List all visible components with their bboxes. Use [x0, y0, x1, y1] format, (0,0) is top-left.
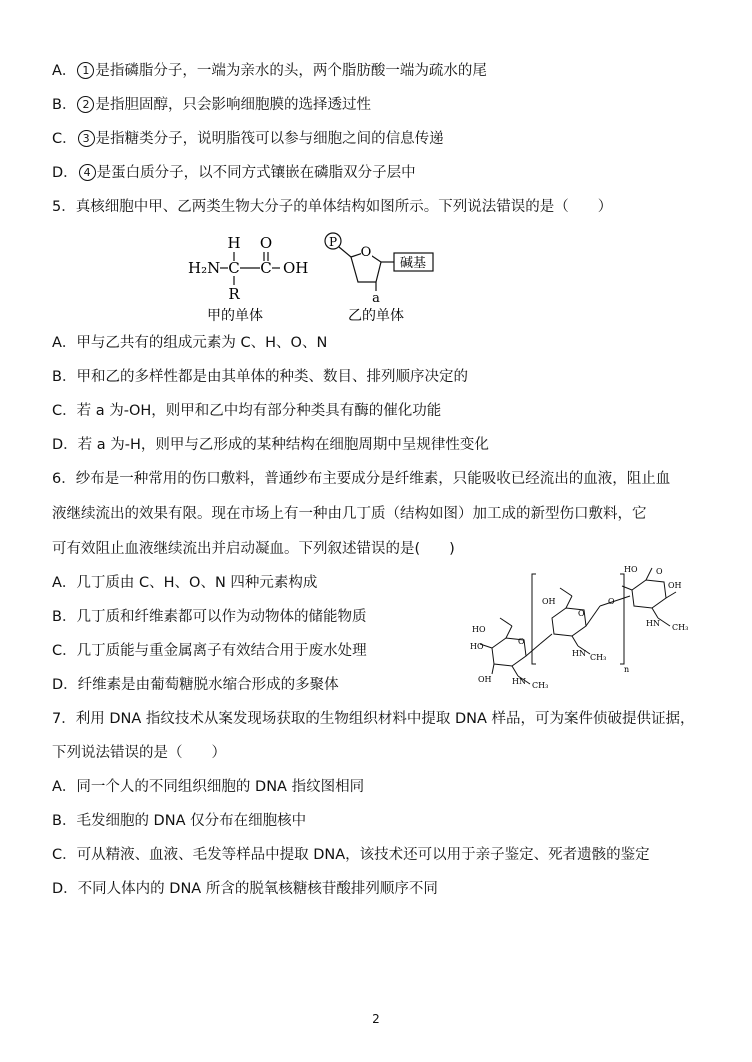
label-ho: HO — [472, 625, 486, 634]
q7-option-a: A．同一个人的不同组织细胞的 DNA 指纹图相同 — [52, 779, 365, 795]
q7-option-c: C．可从精液、血液、毛发等样品中提取 DNA，该技术还可以用于亲子鉴定、死者遗骸的鉴定 — [52, 847, 650, 863]
amino-group: H₂N — [188, 259, 221, 277]
label-hn: HN — [646, 619, 660, 628]
q4-option-d: D． 4 是蛋白质分子，以不同方式镶嵌在磷脂双分子层中 — [52, 165, 416, 181]
phosphate-label: P — [328, 235, 338, 249]
atom-o: O — [259, 234, 273, 252]
q5-option-c: C．若 a 为-OH，则甲和乙中均有部分种类具有酶的催化功能 — [52, 403, 442, 419]
label-oh: OH — [478, 675, 492, 684]
q5-option-a: A．甲与乙共有的组成元素为 C、H、O、N — [52, 335, 328, 351]
atom-h: H — [227, 234, 241, 252]
ring-oxygen: O — [360, 245, 372, 260]
amino-acid-structure-figure — [180, 232, 320, 324]
atom-c-carboxyl: C — [260, 259, 272, 277]
q7-stem-line-2: 下列说法错误的是（ ） — [52, 745, 226, 761]
q7-option-b: B．毛发细胞的 DNA 仅分布在细胞核中 — [52, 813, 307, 829]
label-ho: HO — [470, 642, 484, 651]
label-ch3: CH₃ — [532, 681, 549, 690]
q4-option-c: C． 3 是指糖类分子，说明脂筏可以参与细胞之间的信息传递 — [52, 131, 444, 147]
q5-option-d: D．若 a 为-H，则甲与乙形成的某种结构在细胞周期中呈规律性变化 — [52, 437, 489, 453]
q4-option-a: A． 1 是指磷脂分子，一端为亲水的头，两个脂肪酸一端为疏水的尾 — [52, 63, 487, 79]
q7-stem-line-1: 7．利用 DNA 指纹技术从案发现场获取的生物组织材料中提取 DNA 样品，可为案件侦破提供证据， — [52, 711, 695, 727]
label-ch3: CH₃ — [590, 653, 607, 662]
label-o: O — [608, 597, 615, 606]
atom-c-alpha: C — [228, 259, 240, 277]
circled-number: 3 — [78, 130, 95, 147]
q4-option-b: B． 2 是指胆固醇，只会影响细胞膜的选择透过性 — [52, 97, 371, 113]
q5-option-b: B．甲和乙的多样性都是由其单体的种类、数目、排列顺序决定的 — [52, 369, 468, 385]
caption-jia: 甲的单体 — [207, 308, 263, 324]
nucleotide-structure-figure — [318, 228, 443, 324]
bond — [339, 247, 351, 257]
q5-stem: 5．真核细胞中甲、乙两类生物大分子的单体结构如图所示。下列说法错误的是（ ） — [52, 199, 613, 215]
label-oh: OH — [542, 597, 556, 606]
label-ch3: CH₃ — [672, 623, 689, 632]
page-number: 2 — [372, 1012, 380, 1026]
label-ho: HO — [624, 565, 638, 574]
base-label: 碱基 — [399, 256, 427, 271]
q7-option-d: D．不同人体内的 DNA 所含的脱氧核糖核苷酸排列顺序不同 — [52, 881, 438, 897]
hydroxyl-group: OH — [283, 259, 309, 277]
label-oh: OH — [668, 581, 682, 590]
circled-number: 1 — [77, 62, 94, 79]
q6-option-d: D．纤维素是由葡萄糖脱水缩合形成的多聚体 — [52, 677, 339, 693]
label-o: O — [578, 609, 585, 618]
label-hn: HN — [572, 649, 586, 658]
q6-stem-line-1: 6．纱布是一种常用的伤口敷料，普通纱布主要成分是纤维素，只能吸收已经流出的血液，阻止血 — [52, 471, 671, 487]
group-a: a — [372, 291, 380, 306]
q6-stem-line-3: 可有效阻止血液继续流出并启动凝血。下列叙述错误的是( ) — [52, 541, 455, 557]
bracket-right — [620, 574, 624, 664]
label-n: n — [624, 665, 630, 674]
circled-number: 2 — [77, 96, 94, 113]
q6-option-c: C．几丁质能与重金属离子有效结合用于废水处理 — [52, 643, 367, 659]
q6-option-a: A．几丁质由 C、H、O、N 四种元素构成 — [52, 575, 318, 591]
caption-yi: 乙的单体 — [348, 308, 404, 324]
chitin-structure-figure — [470, 560, 710, 690]
label-o: O — [518, 637, 525, 646]
circled-number: 4 — [79, 164, 96, 181]
sugar-ring-3 — [632, 580, 666, 608]
label-o: O — [656, 567, 663, 576]
r-group: R — [228, 285, 240, 303]
label-hn: HN — [512, 677, 526, 686]
q6-option-b: B．几丁质和纤维素都可以作为动物体的储能物质 — [52, 609, 367, 625]
q6-stem-line-2: 液继续流出的效果有限。现在市场上有一种由几丁质（结构如图）加工成的新型伤口敷料，它 — [52, 506, 647, 522]
